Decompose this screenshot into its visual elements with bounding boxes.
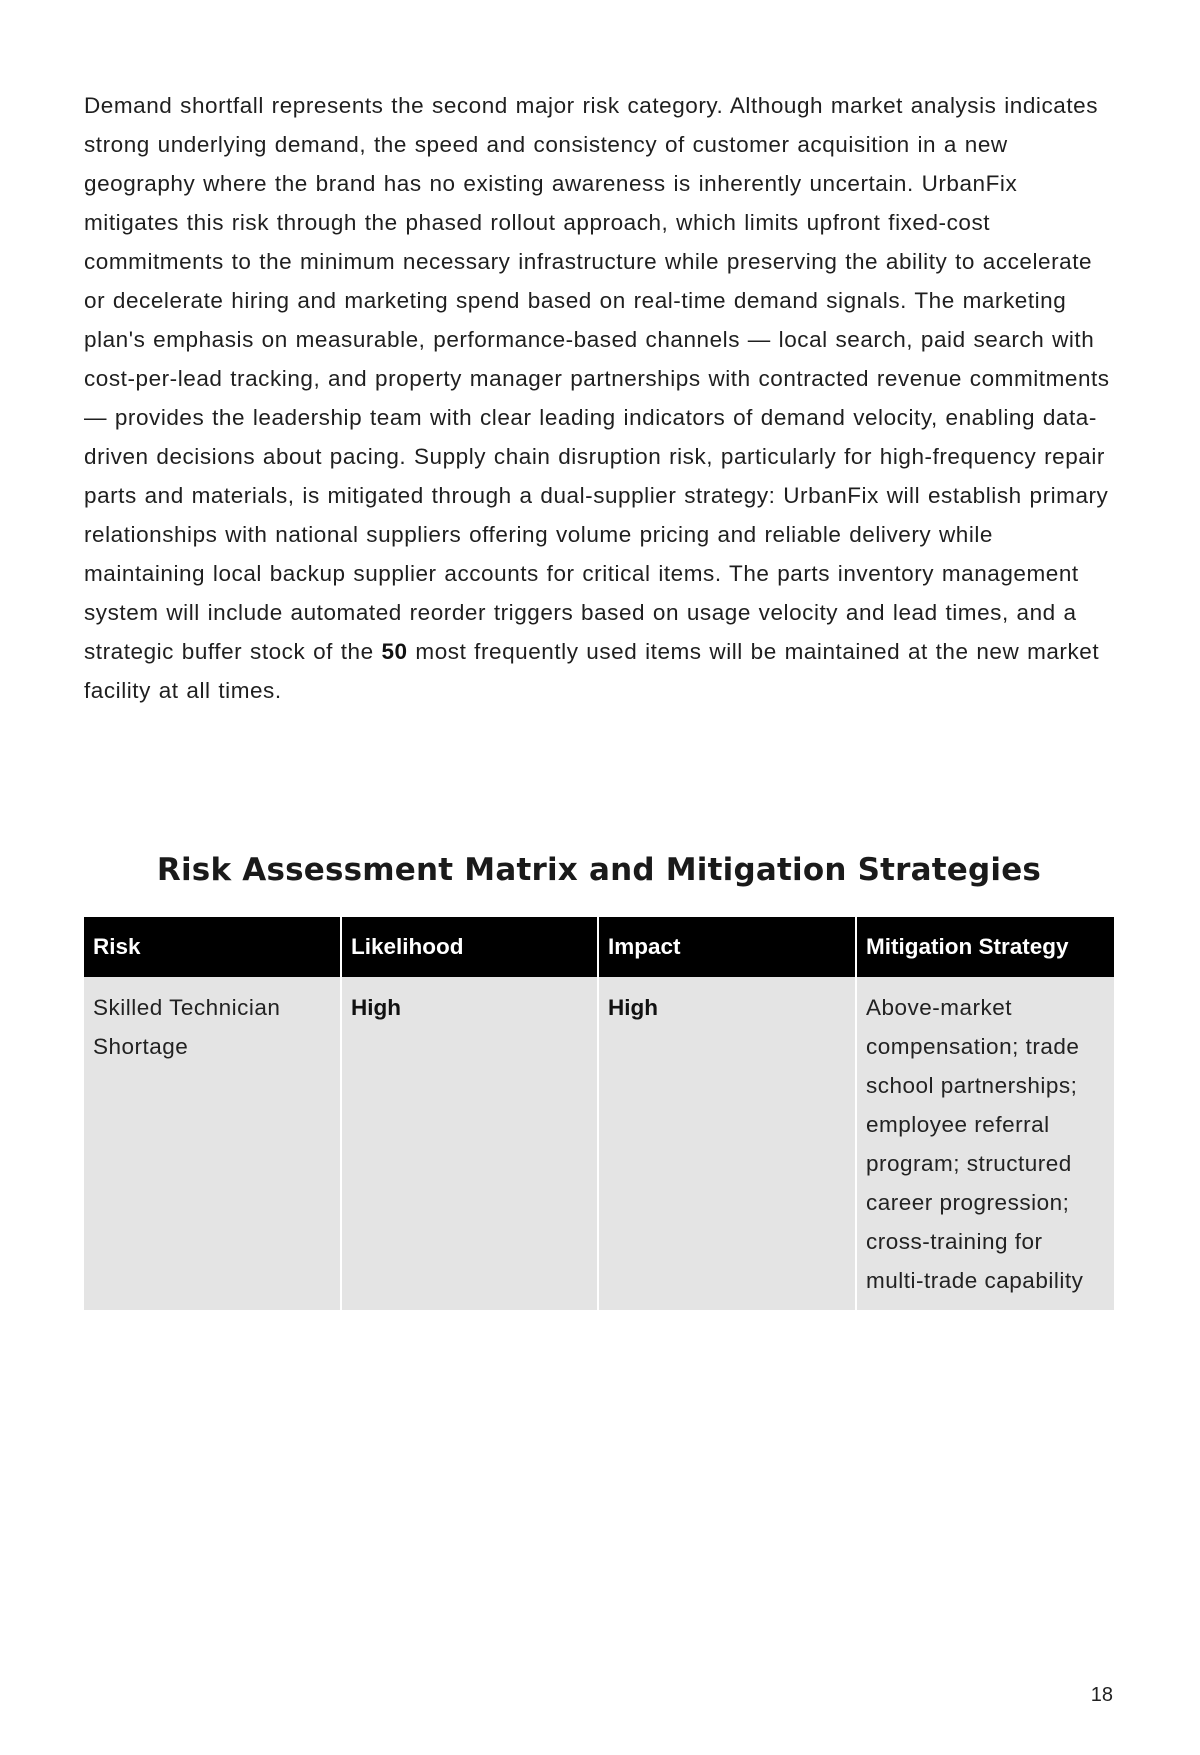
document-page	[84, 86, 1114, 710]
page-number: 18	[1090, 1684, 1113, 1706]
cell-mitigation: Above-market compensation; trade school partnerships; employee referral program; structured career progression; cross-training for multi-trade capability	[856, 977, 1114, 1310]
header-impact: Impact	[598, 917, 856, 977]
paragraph-text-start: Demand shortfall represents the second major risk category. Although market analysis indicates strong underlying demand, the speed and consistency of customer acquisition in a new geography where the brand has no existing awareness is inherently uncertain. UrbanFix mitigates this risk through the phased rollout approach, which limits upfront fixed-cost commitments to the minimum necessary infrastructure while preserving the ability to accelerate or decelerate hiring and marketing spend based on real-time demand signals. The marketing plan's emphasis on measurable, performance-based channels — local search, paid search with cost-per-lead tracking, and property manager partnerships with contracted revenue commitments — provides the leadership team with clear leading indicators of demand velocity, enabling data-driven decisions about pacing. Supply chain disruption risk, particularly for high-frequency repair parts and materials, is mitigated through a dual-supplier strategy: UrbanFix will establish primary relationships with national suppliers offering volume pricing and reliable delivery while maintaining local backup supplier accounts for critical items. The parts inventory management system will include automated reorder triggers based on usage velocity and lead times, and a strategic buffer stock of the	[84, 93, 1110, 664]
cell-risk: Skilled Technician Shortage	[84, 977, 341, 1310]
header-mitigation-strategy: Mitigation Strategy	[856, 917, 1114, 977]
header-likelihood: Likelihood	[341, 917, 598, 977]
risk-matrix-table	[84, 917, 1114, 1310]
cell-likelihood: High	[341, 977, 598, 1310]
paragraph-bold-number: 50	[381, 639, 408, 664]
cell-impact: High	[598, 977, 856, 1310]
header-risk: Risk	[84, 917, 341, 977]
paragraph-text-end: most frequently used items will be maintained at the new market facility at all times.	[84, 639, 1100, 703]
section-title: Risk Assessment Matrix and Mitigation Strategies	[156, 852, 1042, 888]
body-paragraph	[84, 86, 1114, 710]
table-header-row	[84, 917, 1114, 977]
table-row	[84, 977, 1114, 1310]
